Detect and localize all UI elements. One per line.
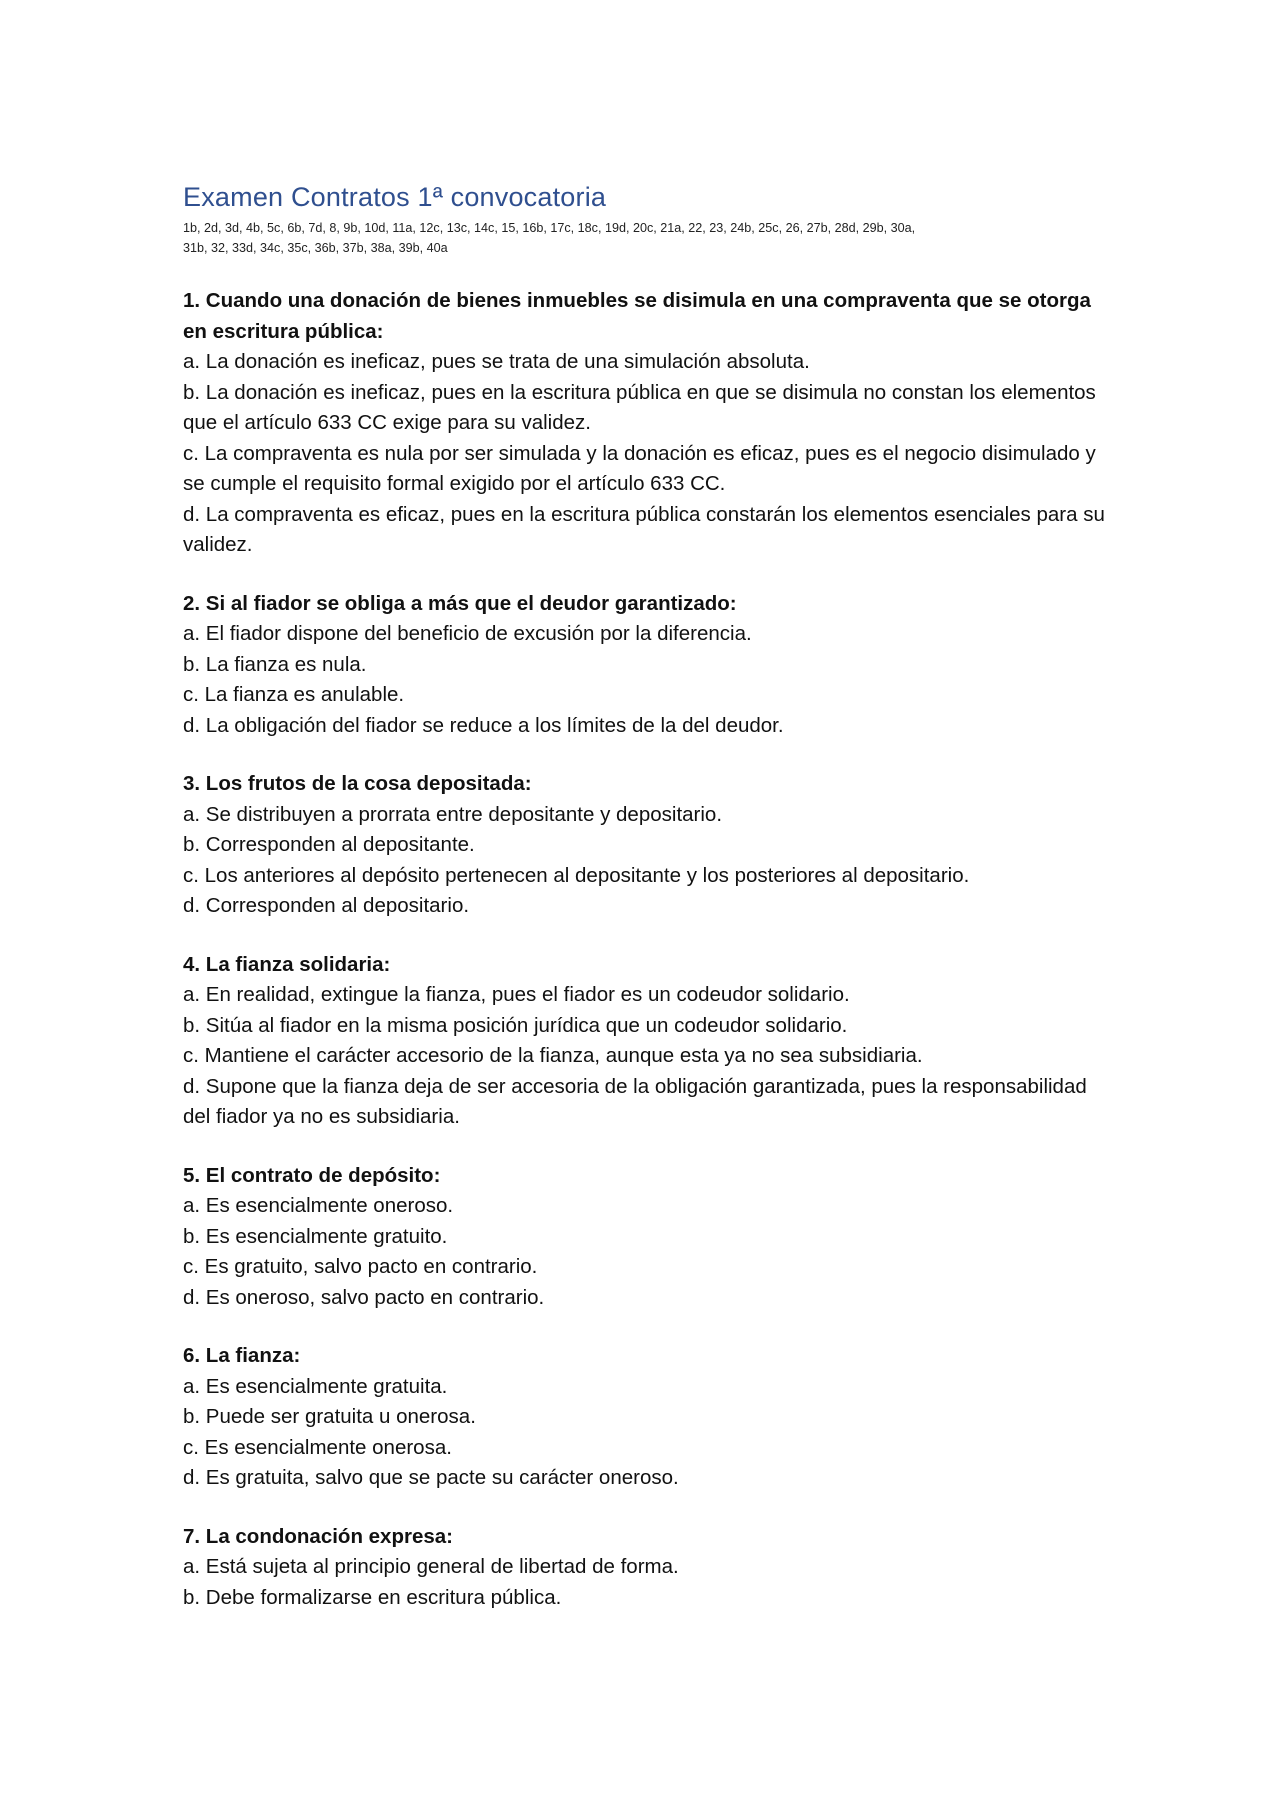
question-text: 5. El contrato de depósito:: [183, 1163, 441, 1187]
question-text: 6. La fianza:: [183, 1344, 301, 1367]
option-b: b. Debe formalizarse en escritura pública.: [183, 1585, 562, 1609]
option-a: a. Es esencialmente oneroso.: [183, 1194, 454, 1217]
option-b: b. La donación es ineficaz, pues en la escritura pública en que se disimula no constan los elementos que el artículo 633 CC exige para su validez.: [183, 380, 1096, 434]
option-c: c. Es esencialmente onerosa.: [183, 1435, 452, 1459]
option-d: d. La compraventa es eficaz, pues en la escritura pública constarán los elementos esenciales para su validez.: [183, 502, 1105, 556]
option-d: d. Corresponden al depositario.: [183, 894, 470, 917]
answer-key-line: 1b, 2d, 3d, 4b, 5c, 6b, 7d, 8, 9b, 10d, 11a, 12c, 13c, 14c, 15, 16b, 17c, 18c, 19d, 20c, 21a, 22, 23, 24b, 25c, 26, 27b, 28d, 29b, 30a,: [183, 221, 916, 235]
option-c: c. Los anteriores al depósito pertenecen al depositante y los posteriores al depositario.: [183, 863, 970, 887]
option-a: a. En realidad, extingue la fianza, pues el fiador es un codeudor solidario.: [183, 983, 850, 1006]
question-5: [183, 1161, 1113, 1314]
question-6: [183, 1341, 1113, 1494]
question-text: 7. La condonación expresa:: [183, 1524, 453, 1548]
question-text: 4. La fianza solidaria:: [183, 952, 391, 976]
option-a: a. El fiador dispone del beneficio de excusión por la diferencia.: [183, 622, 752, 645]
option-c: c. Mantiene el carácter accesorio de la fianza, aunque esta ya no sea subsidiaria.: [183, 1044, 923, 1067]
option-b: b. La fianza es nula.: [183, 652, 367, 676]
page-title: Examen Contratos 1ª convocatoria: [183, 182, 607, 212]
question-7: [183, 1522, 1113, 1614]
option-c: c. La fianza es anulable.: [183, 683, 405, 706]
option-d: d. Es gratuita, salvo que se pacte su carácter oneroso.: [183, 1466, 679, 1489]
option-d: d. Es oneroso, salvo pacto en contrario.: [183, 1285, 545, 1309]
option-a: a. Se distribuyen a prorrata entre depositante y depositario.: [183, 802, 723, 826]
option-c: c. Es gratuito, salvo pacto en contrario.: [183, 1255, 538, 1278]
answer-key: [183, 218, 1113, 258]
option-b: b. Corresponden al depositante.: [183, 833, 475, 856]
option-a: a. Es esencialmente gratuita.: [183, 1374, 448, 1398]
question-3: [183, 769, 1113, 922]
option-a: a. La donación es ineficaz, pues se trata de una simulación absoluta.: [183, 350, 810, 373]
option-b: b. Puede ser gratuita u onerosa.: [183, 1405, 476, 1428]
option-d: d. La obligación del fiador se reduce a los límites de la del deudor.: [183, 713, 784, 737]
exam-page: [183, 180, 1113, 1641]
option-c: c. La compraventa es nula por ser simulada y la donación es eficaz, pues es el negocio disimulado y se cumple el requisito formal exigido por el artículo 633 CC.: [183, 441, 1096, 495]
question-2: [183, 589, 1113, 742]
option-b: b. Es esencialmente gratuito.: [183, 1224, 448, 1248]
question-4: [183, 950, 1113, 1133]
question-1: [183, 286, 1113, 561]
option-b: b. Sitúa al fiador en la misma posición jurídica que un codeudor solidario.: [183, 1013, 848, 1037]
question-text: 3. Los frutos de la cosa depositada:: [183, 772, 532, 795]
answer-key-line: 31b, 32, 33d, 34c, 35c, 36b, 37b, 38a, 39b, 40a: [183, 241, 448, 255]
question-text: 2. Si al fiador se obliga a más que el deudor garantizado:: [183, 591, 737, 615]
option-d: d. Supone que la fianza deja de ser accesoria de la obligación garantizada, pues la responsabilidad del fiador ya no es subsidiaria.: [183, 1074, 1087, 1128]
option-a: a. Está sujeta al principio general de libertad de forma.: [183, 1555, 679, 1578]
question-text: 1. Cuando una donación de bienes inmuebles se disimula en una compraventa que se otorga en escritura pública:: [183, 289, 1091, 343]
